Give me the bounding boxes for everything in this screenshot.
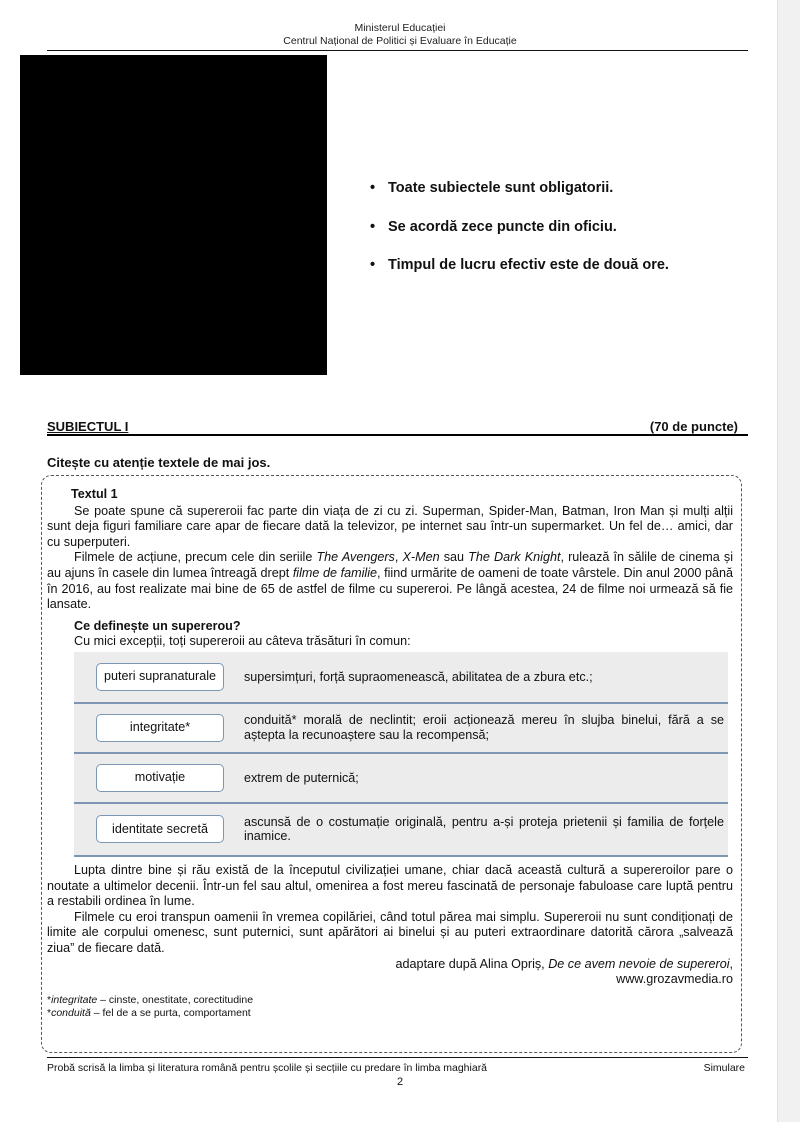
footnote: *integritate – cinste, onestitate, corectitudine bbox=[47, 993, 254, 1006]
footer-exam-name: Probă scrisă la limba și literatura română pentru școlile și secțiile cu predare în limba maghiară bbox=[47, 1062, 488, 1074]
subject-rule bbox=[47, 434, 748, 436]
subject-points: (70 de puncte) bbox=[649, 419, 738, 434]
header-ministry: Ministerul Educației bbox=[354, 22, 446, 34]
trait-row bbox=[74, 754, 728, 804]
footnote: *conduită – fel de a se purta, comportament bbox=[47, 1006, 251, 1019]
exam-rule: • Se acordă zece puncte din oficiu. bbox=[370, 218, 617, 235]
footer-label: Simulare bbox=[703, 1062, 745, 1074]
exam-rule: • Timpul de lucru efectiv este de două ore. bbox=[370, 257, 669, 273]
subject-heading bbox=[47, 419, 738, 434]
exam-rule: • Toate subiectele sunt obligatorii. bbox=[370, 180, 614, 196]
page-edge bbox=[777, 0, 800, 1122]
trait-description: supersimțuri, forță supraomenească, abilitatea de a zbura etc.; bbox=[244, 669, 593, 684]
footer-rule bbox=[47, 1057, 748, 1058]
trait-label: motivație bbox=[96, 764, 224, 792]
source-citation: adaptare după Alina Opriș, De ce avem nevoie de supereroi, bbox=[395, 956, 733, 971]
trait-row bbox=[74, 704, 728, 754]
bullet-icon: • bbox=[370, 257, 376, 273]
document-header bbox=[0, 22, 800, 48]
bullet-icon: • bbox=[370, 180, 376, 196]
trait-description: ascunsă de o costumație originală, pentru a-și proteja prietenii și familia de forțele inamice. bbox=[244, 814, 724, 844]
reading-instruction: Citește cu atenție textele de mai jos. bbox=[47, 455, 271, 470]
trait-label: integritate* bbox=[96, 714, 224, 742]
trait-row bbox=[74, 804, 728, 857]
paragraph-4: Filmele cu eroi transpun oamenii în vremea copilăriei, când totul părea mai simplu. Supereroii nu sunt condiționați de limite ale corpului omenesc, sunt puternici, sunt apărători ai binelui și au puteri extraordinare datorită cărora „salvează ziua” de fiecare dată. bbox=[47, 909, 733, 955]
section-intro: Cu mici excepții, toți supereroii au câteva trăsături în comun: bbox=[74, 634, 411, 649]
bullet-icon: • bbox=[370, 218, 376, 235]
text-content bbox=[47, 487, 733, 1020]
traits-table bbox=[74, 652, 728, 857]
redacted-block bbox=[20, 55, 327, 375]
exam-rules-list bbox=[370, 178, 669, 294]
header-rule bbox=[47, 50, 748, 51]
trait-label: identitate secretă bbox=[96, 815, 224, 843]
paragraph-2: Filmele de acțiune, precum cele din seriile The Avengers, X-Men sau The Dark Knight, rulează în sălile de cinema și au ajuns în casele din lumea întreagă drept filme de familie, fiind urmărite de oameni de toate vârstele. Din anul 2000 până în 2016, au fost realizate mai bine de 65 de astfel de filme cu supereroi. Pe lângă acestea, 24 de filme noi urmează să fie lansate. bbox=[47, 550, 733, 612]
trait-label: puteri supranaturale bbox=[96, 663, 224, 691]
document-footer bbox=[47, 1062, 748, 1075]
section-heading: Ce definește un supererou? bbox=[74, 618, 241, 633]
subject-title: SUBIECTUL I bbox=[47, 419, 129, 434]
trait-description: conduită* morală de neclintit; eroii acționează mereu în slujba binelui, fără a se aștepta la recunoaștere sau la recompensă; bbox=[244, 713, 724, 742]
paragraph-1: Se poate spune că supereroii fac parte din viața de zi cu zi. Superman, Spider-Man, Batman, Iron Man și mulți alții sunt deja figuri familiare care apar de fiecare dată la televizor, pe internet sau într-un supermarket. Un fel de… amici, dar cu superputeri. bbox=[47, 503, 733, 549]
text-title: Textul 1 bbox=[71, 487, 118, 501]
page-number: 2 bbox=[396, 1076, 404, 1088]
header-center: Centrul Național de Politici și Evaluare în Educație bbox=[283, 35, 517, 47]
trait-row bbox=[74, 652, 728, 704]
paragraph-3: Lupta dintre bine și rău există de la începutul civilizației umane, chiar dacă această cultură a supereroilor pare o noutate a ultimelor decenii. Într-un fel sau altul, omenirea a fost mereu fascinată de personaje fabuloase care luptă pentru a restabili ordinea în lume. bbox=[47, 862, 733, 909]
footnotes bbox=[47, 994, 733, 1020]
trait-description: extrem de puternică; bbox=[244, 770, 359, 785]
source-website: www.grozavmedia.ro bbox=[616, 972, 733, 987]
